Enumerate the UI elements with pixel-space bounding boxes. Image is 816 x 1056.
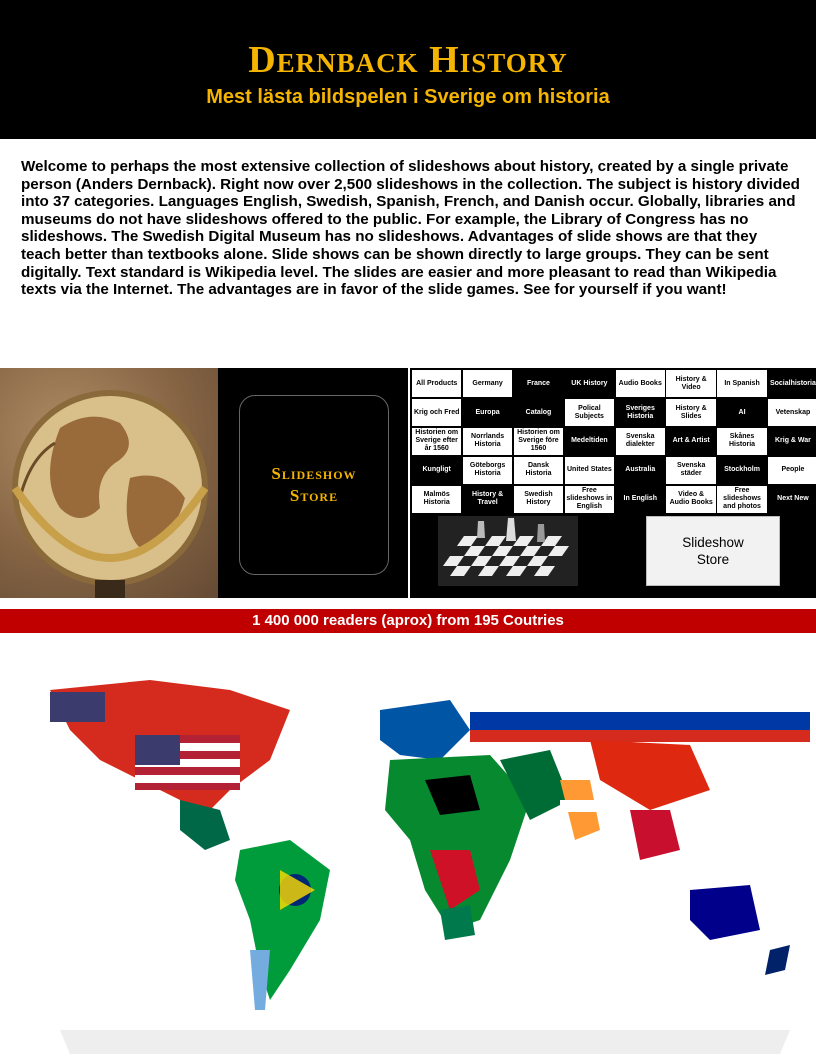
- category-button[interactable]: Swedish History: [514, 486, 563, 513]
- intro-text: Welcome to perhaps the most extensive collection of slideshows about history, created by a single private person (Anders Dernback). Right now over 2,500 slideshows in the collection. The subject is history divided into 37 categories. Languages English, Swedish, Spanish, French, and Danish occur. Globally, libraries and museums do not have slideshows offered to the public. For example, the Library of Congress has no slideshows. The Swedish Digital Museum has no slideshows. Advantages of slide shows are that they teach better than textbooks alone. Slide shows can be shown directly to large groups. They can be sent digitally. Text standard is Wikipedia level. The slides are easier and more pleasant to read than Wikipedia texts via the Internet. The advantages are in favor of the slide games. See for yourself if you want!: [21, 158, 800, 299]
- category-button[interactable]: Art & Artist: [666, 428, 715, 455]
- category-button[interactable]: United States: [565, 457, 614, 484]
- store-card-line2: Store: [289, 486, 339, 505]
- category-button[interactable]: Free slideshows in English: [565, 486, 614, 513]
- globe-icon: [0, 368, 218, 598]
- category-button[interactable]: Free slideshows and photos: [717, 486, 766, 513]
- category-button[interactable]: History & Slides: [666, 399, 715, 426]
- category-button[interactable]: Historien om Sverige efter år 1560: [412, 428, 461, 455]
- category-button[interactable]: All Products: [412, 370, 461, 397]
- category-button[interactable]: Sveriges Historia: [616, 399, 665, 426]
- site-header: [0, 0, 816, 139]
- category-button[interactable]: Catalog: [514, 399, 563, 426]
- category-button[interactable]: Historien om Sverige före 1560: [514, 428, 563, 455]
- category-button[interactable]: Germany: [463, 370, 512, 397]
- category-button[interactable]: People: [768, 457, 816, 484]
- category-button[interactable]: Audio Books: [616, 370, 665, 397]
- category-button[interactable]: Polical Subjects: [565, 399, 614, 426]
- category-button[interactable]: Kungligt: [412, 457, 461, 484]
- category-grid: [412, 370, 816, 513]
- category-button[interactable]: AI: [717, 399, 766, 426]
- world-map-icon: [30, 650, 816, 1054]
- category-button[interactable]: Svenska dialekter: [616, 428, 665, 455]
- store-card-label: [271, 463, 356, 507]
- category-button[interactable]: Skånes Historia: [717, 428, 766, 455]
- category-button[interactable]: Göteborgs Historia: [463, 457, 512, 484]
- slideshow-store-panel: [218, 368, 408, 598]
- chess-image: [438, 516, 578, 586]
- category-button[interactable]: UK History: [565, 370, 614, 397]
- category-button[interactable]: France: [514, 370, 563, 397]
- category-button[interactable]: Dansk Historia: [514, 457, 563, 484]
- category-button[interactable]: Krig & War: [768, 428, 816, 455]
- store-button-line2: Store: [696, 552, 730, 567]
- category-button[interactable]: History & Travel: [463, 486, 512, 513]
- slideshow-store-card[interactable]: [239, 395, 389, 575]
- category-button[interactable]: Malmös Historia: [412, 486, 461, 513]
- readers-banner: 1 400 000 readers (aprox) from 195 Coutries: [0, 609, 816, 633]
- site-subtitle: Mest lästa bildspelen i Sverige om historia: [206, 86, 610, 108]
- category-button[interactable]: In Spanish: [717, 370, 766, 397]
- category-button[interactable]: Vetenskap: [768, 399, 816, 426]
- category-panel: [410, 368, 816, 598]
- category-button[interactable]: Svenska städer: [666, 457, 715, 484]
- category-button[interactable]: History & Video: [666, 370, 715, 397]
- store-button-line1: Slideshow: [682, 535, 744, 550]
- category-button[interactable]: Australia: [616, 457, 665, 484]
- category-button[interactable]: Socialhistoria: [768, 370, 816, 397]
- category-button[interactable]: Next New: [768, 486, 816, 513]
- category-button[interactable]: Norrlands Historia: [463, 428, 512, 455]
- globe-image: [0, 368, 218, 598]
- category-button[interactable]: Krig och Fred: [412, 399, 461, 426]
- chess-icon: [438, 516, 578, 586]
- site-title: Dernback History: [248, 39, 568, 81]
- category-button[interactable]: Video & Audio Books: [666, 486, 715, 513]
- category-button[interactable]: In English: [616, 486, 665, 513]
- category-button[interactable]: Medeltiden: [565, 428, 614, 455]
- slideshow-store-button[interactable]: [646, 516, 780, 586]
- store-card-line1: Slideshow: [271, 464, 357, 483]
- category-button[interactable]: Stockholm: [717, 457, 766, 484]
- world-flag-map: [30, 650, 816, 1054]
- store-button-label: [682, 534, 744, 568]
- category-button[interactable]: Europa: [463, 399, 512, 426]
